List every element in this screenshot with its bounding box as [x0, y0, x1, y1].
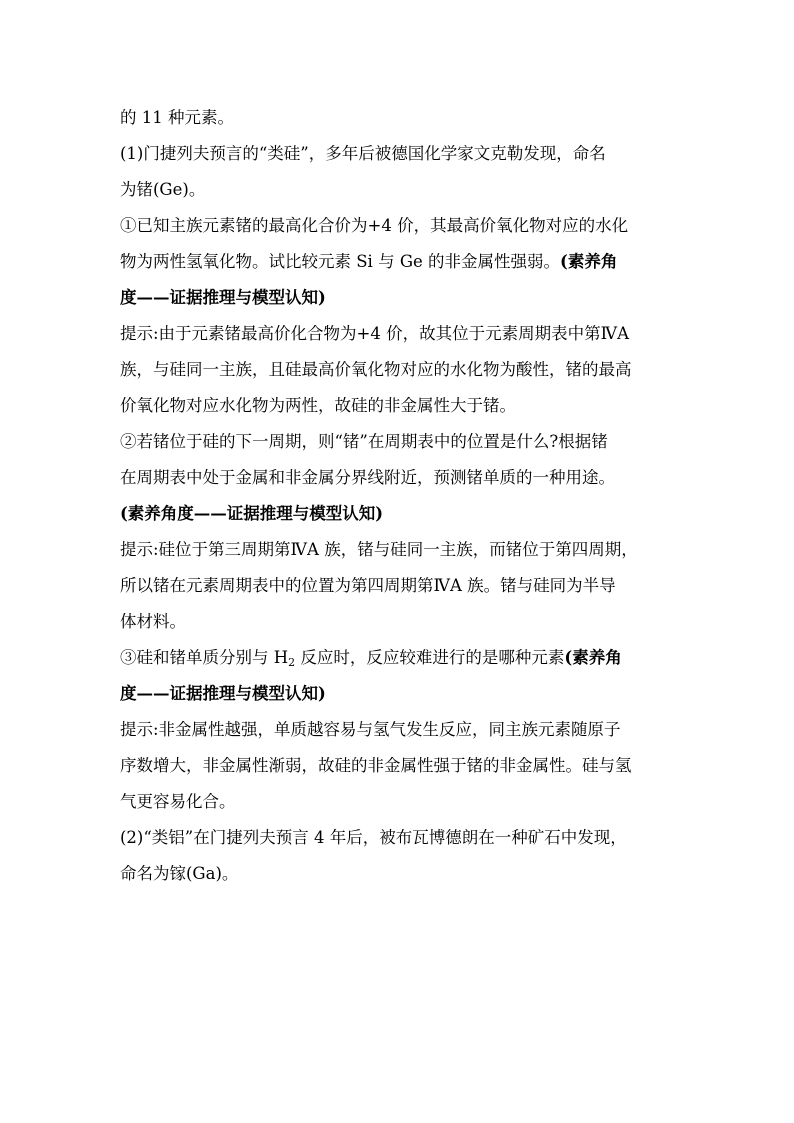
text-line-11: 在周期表中处于金属和非金属分界线附近，预测锗单质的一种用途。: [120, 468, 615, 487]
text-line-22: 命名为镓(Ga)。: [120, 864, 239, 883]
text-line-3: 为锗(Ge)。: [120, 180, 206, 199]
literacy-tag: (素养角: [560, 252, 618, 271]
hint-line-2: 族，与硅同一主族，且硅最高价氧化物对应的水化物为酸性，锗的最高: [120, 360, 632, 379]
hint-line-8: 序数增大，非金属性渐弱，故硅的非金属性强于锗的非金属性。硅与氢: [120, 756, 632, 775]
text-line-10: ②若锗位于硅的下一周期，则“锗”在周期表中的位置是什么?根据锗: [120, 432, 608, 451]
literacy-tag: (素养角: [564, 648, 622, 667]
text-line-1: 的 11 种元素。: [120, 108, 234, 127]
hint-line-5: 所以锗在元素周期表中的位置为第四周期第ⅣA 族。锗与硅同为半导: [120, 576, 616, 595]
literacy-tag-line: (素养角度——证据推理与模型认知): [120, 504, 384, 523]
text-line-2: (1)门捷列夫预言的“类硅”，多年后被德国化学家文克勒发现，命名: [120, 144, 606, 163]
text-line-21: (2)“类铝”在门捷列夫预言 4 年后，被布瓦博德朗在一种矿石中发现，: [120, 828, 627, 847]
hint-line-1: 提示:由于元素锗最高价化合物为+4 价，故其位于元素周期表中第ⅣA: [120, 324, 630, 343]
hint-line-3: 价氧化物对应水化物为两性，故硅的非金属性大于锗。: [120, 396, 516, 415]
text-line-4: ①已知主族元素锗的最高化合价为+4 价，其最高价氧化物对应的水化: [120, 216, 629, 235]
hint-line-7: 提示:非金属性越强，单质越容易与氢气发生反应，同主族元素随原子: [120, 720, 621, 739]
text-line-17: 度——证据推理与模型认知): [120, 684, 326, 703]
hint-line-6: 体材料。: [120, 612, 186, 631]
text-line-16: ③硅和锗单质分别与 $H_2$ 反应时，反应较难进行的是哪种元素(素养角: [120, 648, 622, 669]
document-page: [120, 100, 680, 892]
hint-line-9: 气更容易化合。: [120, 792, 236, 811]
text-line-6: 度——证据推理与模型认知): [120, 288, 326, 307]
text-line-5: 物为两性氢氧化物。试比较元素 Si 与 Ge 的非金属性强弱。(素养角: [120, 252, 618, 271]
hint-line-4: 提示:硅位于第三周期第ⅣA 族，锗与硅同一主族，而锗位于第四周期，: [120, 540, 638, 559]
subscript: 2: [288, 656, 296, 669]
